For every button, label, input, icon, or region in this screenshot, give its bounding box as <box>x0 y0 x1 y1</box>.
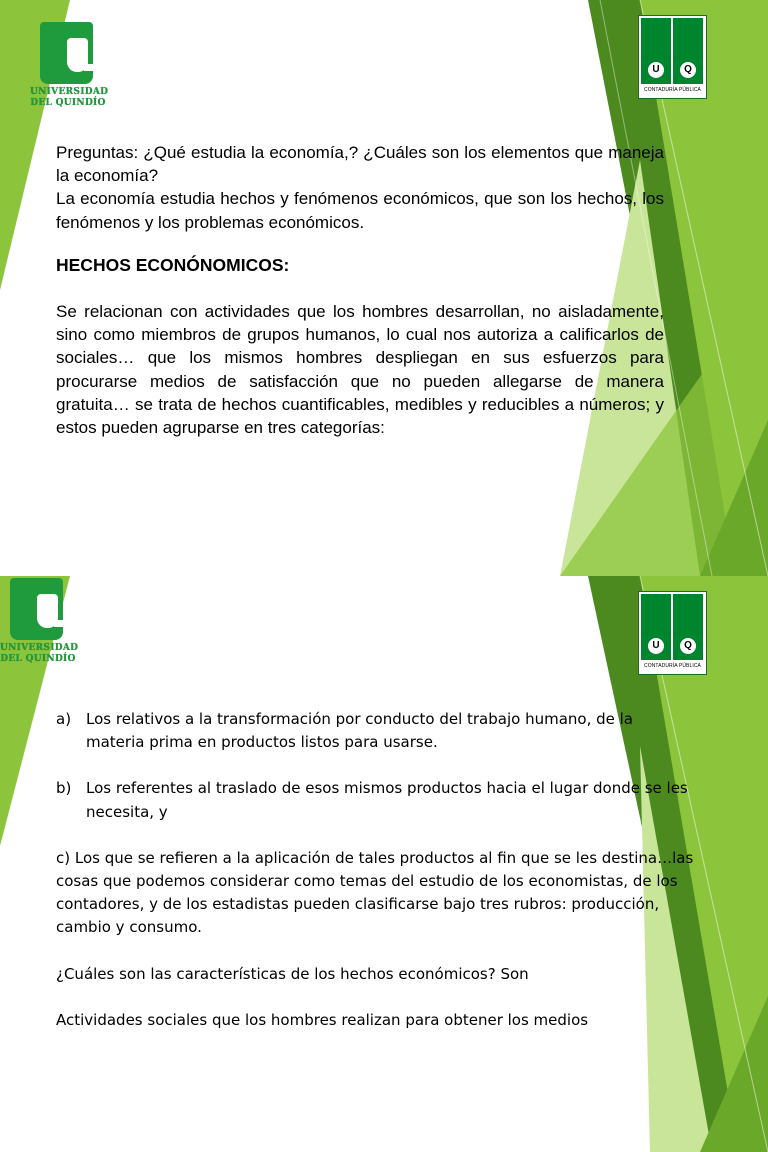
question-paragraph: ¿Cuáles son las características de los hechos económicos? Son <box>56 964 529 983</box>
contaduria-publica-logo <box>638 15 707 99</box>
item-c-paragraph: c) Los que se refieren a la aplicación de tales productos al fin que se les destina…las cosas que podemos considerar como temas del estudio de los economistas, de los contadores, y de los estadistas pueden clasificarse bajo tres rubros: producción, cambio y consumo. <box>56 848 694 937</box>
answer-paragraph: La economía estudia hechos y fenómenos económicos, que son los hechos, los fenómenos y los problemas económicos. <box>56 189 664 232</box>
logo-text-line1: UNIVERSIDAD <box>30 87 109 97</box>
list-item-b-text: Los referentes al traslado de esos mismos productos hacia el lugar donde se les necesita, y <box>86 779 688 821</box>
list-marker-a: a) <box>56 710 72 728</box>
logo-letter-u: U <box>648 638 664 654</box>
logo-letter-q: Q <box>680 638 696 654</box>
list-item-b <box>56 777 696 823</box>
list-marker-b: b) <box>56 779 72 798</box>
logo-text-line2: DEL QUINDÍO <box>0 654 76 664</box>
continuation-paragraph: Actividades sociales que los hombres realizan para obtener los medios <box>56 1010 589 1029</box>
logo-text-line2: DEL QUINDÍO <box>30 98 106 108</box>
universidad-del-quindio-logo <box>30 22 109 112</box>
description-paragraph: Se relacionan con actividades que los hombres desarrollan, no aisladamente, sino como miembros de grupos humanos, lo cual nos autoriza a calificarlos de sociales… que los mismos hombres despliegan en sus esfuerzos para procurarse medios de satisfacción que no pueden allegarse de manera gratuita… se trata de hechos cuantificables, medibles y reducibles a números; y estos pueden agruparse en tres categorías: <box>56 302 664 438</box>
logo-letter-q: Q <box>680 62 696 78</box>
list-item-a-text: Los relativos a la transformación por conducto del trabajo humano, de la materia prima en productos listos para usarse. <box>86 710 633 752</box>
slide-2-body <box>56 708 696 1032</box>
slide-2 <box>0 576 768 1152</box>
logo-caption: CONTADURÍA PÚBLICA <box>644 663 701 669</box>
section-heading: HECHOS ECONÓNOMICOS: <box>56 254 290 275</box>
slide-1-body <box>56 141 664 439</box>
list-item-a <box>56 708 696 754</box>
universidad-del-quindio-logo <box>0 578 79 668</box>
logo-letter-u: U <box>648 62 664 78</box>
logo-text-line1: UNIVERSIDAD <box>0 643 79 653</box>
logo-caption: CONTADURÍA PÚBLICA <box>644 87 701 93</box>
contaduria-publica-logo <box>638 591 707 675</box>
questions-paragraph: Preguntas: ¿Qué estudia la economía,? ¿Cuáles son los elementos que maneja la economía? <box>56 143 664 186</box>
